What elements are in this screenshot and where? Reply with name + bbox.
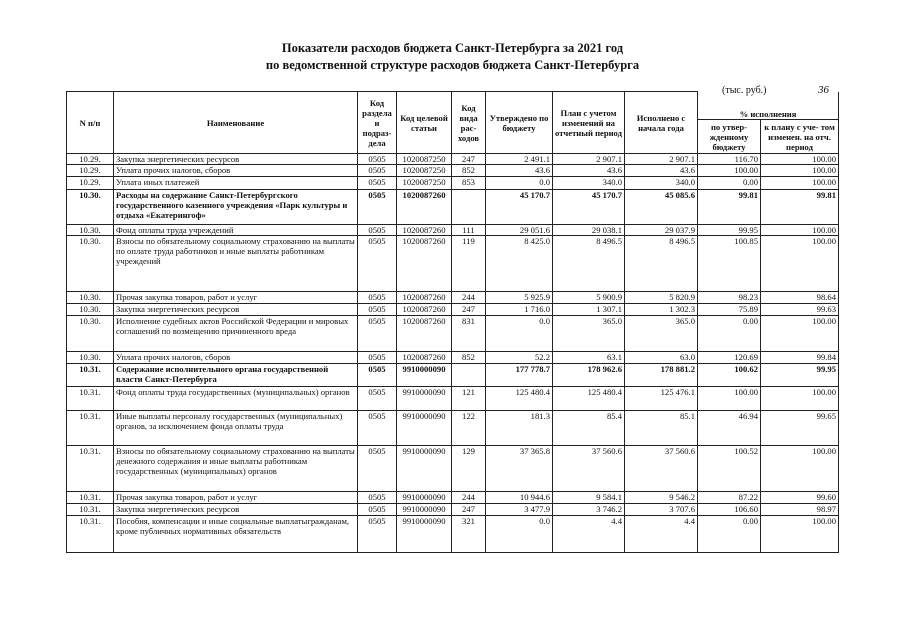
cell-plan: 2 907.1 bbox=[553, 154, 625, 165]
cell-pct-approved: 98.23 bbox=[698, 292, 761, 304]
cell-section: 0505 bbox=[358, 292, 397, 304]
cell-exptype: 853 bbox=[452, 177, 486, 190]
cell-section: 0505 bbox=[358, 190, 397, 225]
table-row bbox=[67, 292, 839, 304]
cell-executed: 63.0 bbox=[625, 352, 698, 364]
cell-target: 9910000090 bbox=[397, 516, 452, 553]
cell-section: 0505 bbox=[358, 304, 397, 316]
cell-target: 1020087260 bbox=[397, 304, 452, 316]
cell-executed: 1 302.3 bbox=[625, 304, 698, 316]
cell-executed: 8 496.5 bbox=[625, 236, 698, 292]
table-row bbox=[67, 165, 839, 177]
table-row bbox=[67, 190, 839, 225]
cell-num: 10.31. bbox=[67, 504, 114, 516]
cell-plan: 1 307.1 bbox=[553, 304, 625, 316]
cell-pct-approved: 99.81 bbox=[698, 190, 761, 225]
cell-pct-approved: 116.70 bbox=[698, 154, 761, 165]
title-line-1: Показатели расходов бюджета Санкт-Петербурга за 2021 год bbox=[281, 41, 624, 55]
cell-exptype: 122 bbox=[452, 411, 486, 446]
col-header-pct-plan: к плану с уче- том изменен. на отч. период bbox=[761, 120, 839, 154]
cell-plan: 29 038.1 bbox=[553, 225, 625, 236]
cell-approved: 181.3 bbox=[486, 411, 553, 446]
cell-executed: 2 907.1 bbox=[625, 154, 698, 165]
cell-section: 0505 bbox=[358, 154, 397, 165]
cell-exptype bbox=[452, 364, 486, 387]
cell-section: 0505 bbox=[358, 236, 397, 292]
cell-exptype: 111 bbox=[452, 225, 486, 236]
table-row bbox=[67, 225, 839, 236]
table-row bbox=[67, 387, 839, 411]
cell-plan: 85.4 bbox=[553, 411, 625, 446]
col-header-exptype: Код вида рас- ходов bbox=[452, 92, 486, 154]
cell-approved: 2 491.1 bbox=[486, 154, 553, 165]
cell-executed: 37 560.6 bbox=[625, 446, 698, 492]
cell-approved: 10 944.6 bbox=[486, 492, 553, 504]
cell-exptype: 831 bbox=[452, 316, 486, 352]
cell-pct-approved: 100.85 bbox=[698, 236, 761, 292]
cell-target: 9910000090 bbox=[397, 411, 452, 446]
cell-approved: 0.0 bbox=[486, 516, 553, 553]
col-header-approved: Утверждено по бюджету bbox=[486, 92, 553, 154]
cell-pct-approved: 75.89 bbox=[698, 304, 761, 316]
cell-plan: 178 962.6 bbox=[553, 364, 625, 387]
cell-name: Содержание исполнительного органа государственной власти Санкт-Петербурга bbox=[114, 364, 358, 387]
cell-pct-plan: 98.97 bbox=[761, 504, 839, 516]
cell-num: 10.30. bbox=[67, 304, 114, 316]
cell-num: 10.31. bbox=[67, 446, 114, 492]
cell-section: 0505 bbox=[358, 492, 397, 504]
cell-executed: 125 476.1 bbox=[625, 387, 698, 411]
cell-pct-plan: 100.00 bbox=[761, 316, 839, 352]
cell-plan: 365.0 bbox=[553, 316, 625, 352]
cell-pct-approved: 100.00 bbox=[698, 387, 761, 411]
cell-pct-plan: 99.65 bbox=[761, 411, 839, 446]
cell-pct-plan: 100.00 bbox=[761, 236, 839, 292]
cell-exptype: 121 bbox=[452, 387, 486, 411]
cell-target: 1020087250 bbox=[397, 177, 452, 190]
cell-approved: 1 716.0 bbox=[486, 304, 553, 316]
cell-pct-approved: 0.00 bbox=[698, 177, 761, 190]
table-row bbox=[67, 352, 839, 364]
cell-name: Уплата прочих налогов, сборов bbox=[114, 165, 358, 177]
cell-name: Исполнение судебных актов Российской Федерации и мировых соглашений по возмещению причиненного вреда bbox=[114, 316, 358, 352]
cell-plan: 9 584.1 bbox=[553, 492, 625, 504]
table-body bbox=[67, 154, 839, 553]
table-row bbox=[67, 492, 839, 504]
cell-pct-plan: 100.00 bbox=[761, 225, 839, 236]
cell-pct-plan: 100.00 bbox=[761, 387, 839, 411]
cell-num: 10.30. bbox=[67, 316, 114, 352]
cell-exptype: 244 bbox=[452, 292, 486, 304]
cell-name: Прочая закупка товаров, работ и услуг bbox=[114, 292, 358, 304]
table-row bbox=[67, 316, 839, 352]
cell-exptype: 321 bbox=[452, 516, 486, 553]
document-title bbox=[0, 40, 905, 74]
table-row bbox=[67, 411, 839, 446]
cell-plan: 5 900.9 bbox=[553, 292, 625, 304]
cell-pct-approved: 120.69 bbox=[698, 352, 761, 364]
cell-exptype: 852 bbox=[452, 352, 486, 364]
cell-executed: 365.0 bbox=[625, 316, 698, 352]
cell-name: Уплата иных платежей bbox=[114, 177, 358, 190]
cell-section: 0505 bbox=[358, 411, 397, 446]
cell-plan: 37 560.6 bbox=[553, 446, 625, 492]
cell-plan: 340.0 bbox=[553, 177, 625, 190]
cell-approved: 43.6 bbox=[486, 165, 553, 177]
cell-section: 0505 bbox=[358, 316, 397, 352]
cell-plan: 43.6 bbox=[553, 165, 625, 177]
cell-name: Уплата прочих налогов, сборов bbox=[114, 352, 358, 364]
cell-approved: 29 051.6 bbox=[486, 225, 553, 236]
budget-table bbox=[66, 91, 839, 553]
cell-section: 0505 bbox=[358, 165, 397, 177]
cell-target: 9910000090 bbox=[397, 446, 452, 492]
table-row bbox=[67, 177, 839, 190]
cell-executed: 45 085.6 bbox=[625, 190, 698, 225]
cell-exptype bbox=[452, 190, 486, 225]
table-row bbox=[67, 364, 839, 387]
cell-num: 10.30. bbox=[67, 236, 114, 292]
cell-pct-plan: 99.95 bbox=[761, 364, 839, 387]
col-header-executed: Исполнено с начала года bbox=[625, 92, 698, 154]
col-header-target: Код целевой статьи bbox=[397, 92, 452, 154]
cell-pct-approved: 100.62 bbox=[698, 364, 761, 387]
cell-section: 0505 bbox=[358, 352, 397, 364]
cell-name: Закупка энергетических ресурсов bbox=[114, 304, 358, 316]
cell-plan: 4.4 bbox=[553, 516, 625, 553]
cell-executed: 178 881.2 bbox=[625, 364, 698, 387]
cell-executed: 85.1 bbox=[625, 411, 698, 446]
cell-num: 10.31. bbox=[67, 364, 114, 387]
cell-pct-approved: 106.60 bbox=[698, 504, 761, 516]
cell-num: 10.30. bbox=[67, 190, 114, 225]
cell-num: 10.29. bbox=[67, 154, 114, 165]
cell-pct-approved: 100.00 bbox=[698, 165, 761, 177]
col-header-name: Наименование bbox=[114, 92, 358, 154]
table-row bbox=[67, 154, 839, 165]
cell-pct-plan: 99.60 bbox=[761, 492, 839, 504]
cell-pct-plan: 100.00 bbox=[761, 177, 839, 190]
cell-pct-approved: 99.95 bbox=[698, 225, 761, 236]
cell-pct-approved: 87.22 bbox=[698, 492, 761, 504]
cell-num: 10.31. bbox=[67, 492, 114, 504]
cell-pct-approved: 100.52 bbox=[698, 446, 761, 492]
unit-label: (тыс. руб.) bbox=[722, 85, 767, 96]
table-row bbox=[67, 304, 839, 316]
cell-section: 0505 bbox=[358, 225, 397, 236]
col-header-plan: План с учетом изменений на отчетный период bbox=[553, 92, 625, 154]
cell-target: 1020087260 bbox=[397, 352, 452, 364]
cell-pct-plan: 100.00 bbox=[761, 446, 839, 492]
cell-target: 1020087260 bbox=[397, 292, 452, 304]
cell-exptype: 247 bbox=[452, 154, 486, 165]
cell-executed: 43.6 bbox=[625, 165, 698, 177]
cell-target: 9910000090 bbox=[397, 364, 452, 387]
table-row bbox=[67, 446, 839, 492]
cell-name: Расходы на содержание Санкт-Петербургского государственного казенного учреждения «Парк культуры и отдыха «Екатерингоф» bbox=[114, 190, 358, 225]
cell-exptype: 247 bbox=[452, 304, 486, 316]
cell-name: Прочая закупка товаров, работ и услуг bbox=[114, 492, 358, 504]
cell-name: Фонд оплаты труда государственных (муниципальных) органов bbox=[114, 387, 358, 411]
title-line-2: по ведомственной структуре расходов бюджета Санкт-Петербурга bbox=[265, 58, 640, 72]
cell-name: Закупка энергетических ресурсов bbox=[114, 504, 358, 516]
cell-name: Взносы по обязательному социальному страхованию на выплаты денежного содержания и иные выплаты работникам государственных (муниципальных) органов bbox=[114, 446, 358, 492]
cell-executed: 5 820.9 bbox=[625, 292, 698, 304]
cell-approved: 52.2 bbox=[486, 352, 553, 364]
cell-executed: 9 546.2 bbox=[625, 492, 698, 504]
cell-section: 0505 bbox=[358, 177, 397, 190]
cell-num: 10.31. bbox=[67, 387, 114, 411]
cell-approved: 8 425.0 bbox=[486, 236, 553, 292]
cell-pct-plan: 100.00 bbox=[761, 516, 839, 553]
cell-section: 0505 bbox=[358, 364, 397, 387]
cell-target: 9910000090 bbox=[397, 504, 452, 516]
cell-num: 10.30. bbox=[67, 352, 114, 364]
cell-approved: 3 477.9 bbox=[486, 504, 553, 516]
cell-target: 1020087260 bbox=[397, 316, 452, 352]
cell-num: 10.31. bbox=[67, 411, 114, 446]
cell-executed: 3 707.6 bbox=[625, 504, 698, 516]
col-header-num: N п/п bbox=[67, 92, 114, 154]
cell-num: 10.30. bbox=[67, 225, 114, 236]
table-row bbox=[67, 504, 839, 516]
cell-pct-approved: 46.94 bbox=[698, 411, 761, 446]
cell-section: 0505 bbox=[358, 446, 397, 492]
cell-exptype: 244 bbox=[452, 492, 486, 504]
cell-target: 9910000090 bbox=[397, 387, 452, 411]
cell-exptype: 119 bbox=[452, 236, 486, 292]
cell-target: 9910000090 bbox=[397, 492, 452, 504]
cell-exptype: 129 bbox=[452, 446, 486, 492]
cell-pct-plan: 99.84 bbox=[761, 352, 839, 364]
cell-target: 1020087260 bbox=[397, 225, 452, 236]
cell-exptype: 852 bbox=[452, 165, 486, 177]
cell-name: Закупка энергетических ресурсов bbox=[114, 154, 358, 165]
table-row bbox=[67, 236, 839, 292]
cell-approved: 177 778.7 bbox=[486, 364, 553, 387]
cell-name: Иные выплаты персоналу государственных (муниципальных) органов, за исключением фонда оплаты труда bbox=[114, 411, 358, 446]
cell-plan: 125 480.4 bbox=[553, 387, 625, 411]
cell-section: 0505 bbox=[358, 516, 397, 553]
cell-name: Взносы по обязательному социальному страхованию на выплаты по оплате труда работников и иные выплаты работникам учреждений bbox=[114, 236, 358, 292]
cell-pct-plan: 99.63 bbox=[761, 304, 839, 316]
cell-num: 10.30. bbox=[67, 292, 114, 304]
cell-target: 1020087250 bbox=[397, 154, 452, 165]
cell-approved: 45 170.7 bbox=[486, 190, 553, 225]
cell-num: 10.31. bbox=[67, 516, 114, 553]
cell-plan: 45 170.7 bbox=[553, 190, 625, 225]
col-header-section: Код раздела и подраз- дела bbox=[358, 92, 397, 154]
cell-target: 1020087250 bbox=[397, 165, 452, 177]
cell-approved: 37 365.8 bbox=[486, 446, 553, 492]
cell-pct-plan: 99.81 bbox=[761, 190, 839, 225]
table-row bbox=[67, 516, 839, 553]
cell-num: 10.29. bbox=[67, 177, 114, 190]
cell-name: Пособия, компенсации и иные социальные выплатыгражданам, кроме публичных нормативных обязательств bbox=[114, 516, 358, 553]
cell-approved: 5 925.9 bbox=[486, 292, 553, 304]
cell-plan: 3 746.2 bbox=[553, 504, 625, 516]
cell-pct-plan: 100.00 bbox=[761, 154, 839, 165]
cell-section: 0505 bbox=[358, 504, 397, 516]
col-header-pct-approved: по утвер- жденному бюджету bbox=[698, 120, 761, 154]
cell-num: 10.29. bbox=[67, 165, 114, 177]
page-number: 36 bbox=[818, 84, 829, 96]
cell-pct-approved: 0.00 bbox=[698, 316, 761, 352]
cell-target: 1020087260 bbox=[397, 236, 452, 292]
cell-approved: 0.0 bbox=[486, 316, 553, 352]
cell-executed: 4.4 bbox=[625, 516, 698, 553]
cell-target: 1020087260 bbox=[397, 190, 452, 225]
cell-executed: 29 037.9 bbox=[625, 225, 698, 236]
col-header-pct-group: % исполнения bbox=[698, 92, 839, 120]
cell-plan: 63.1 bbox=[553, 352, 625, 364]
cell-pct-approved: 0.00 bbox=[698, 516, 761, 553]
cell-pct-plan: 98.64 bbox=[761, 292, 839, 304]
cell-exptype: 247 bbox=[452, 504, 486, 516]
cell-name: Фонд оплаты труда учреждений bbox=[114, 225, 358, 236]
cell-section: 0505 bbox=[358, 387, 397, 411]
cell-plan: 8 496.5 bbox=[553, 236, 625, 292]
cell-pct-plan: 100.00 bbox=[761, 165, 839, 177]
cell-executed: 340.0 bbox=[625, 177, 698, 190]
cell-approved: 125 480.4 bbox=[486, 387, 553, 411]
cell-approved: 0.0 bbox=[486, 177, 553, 190]
